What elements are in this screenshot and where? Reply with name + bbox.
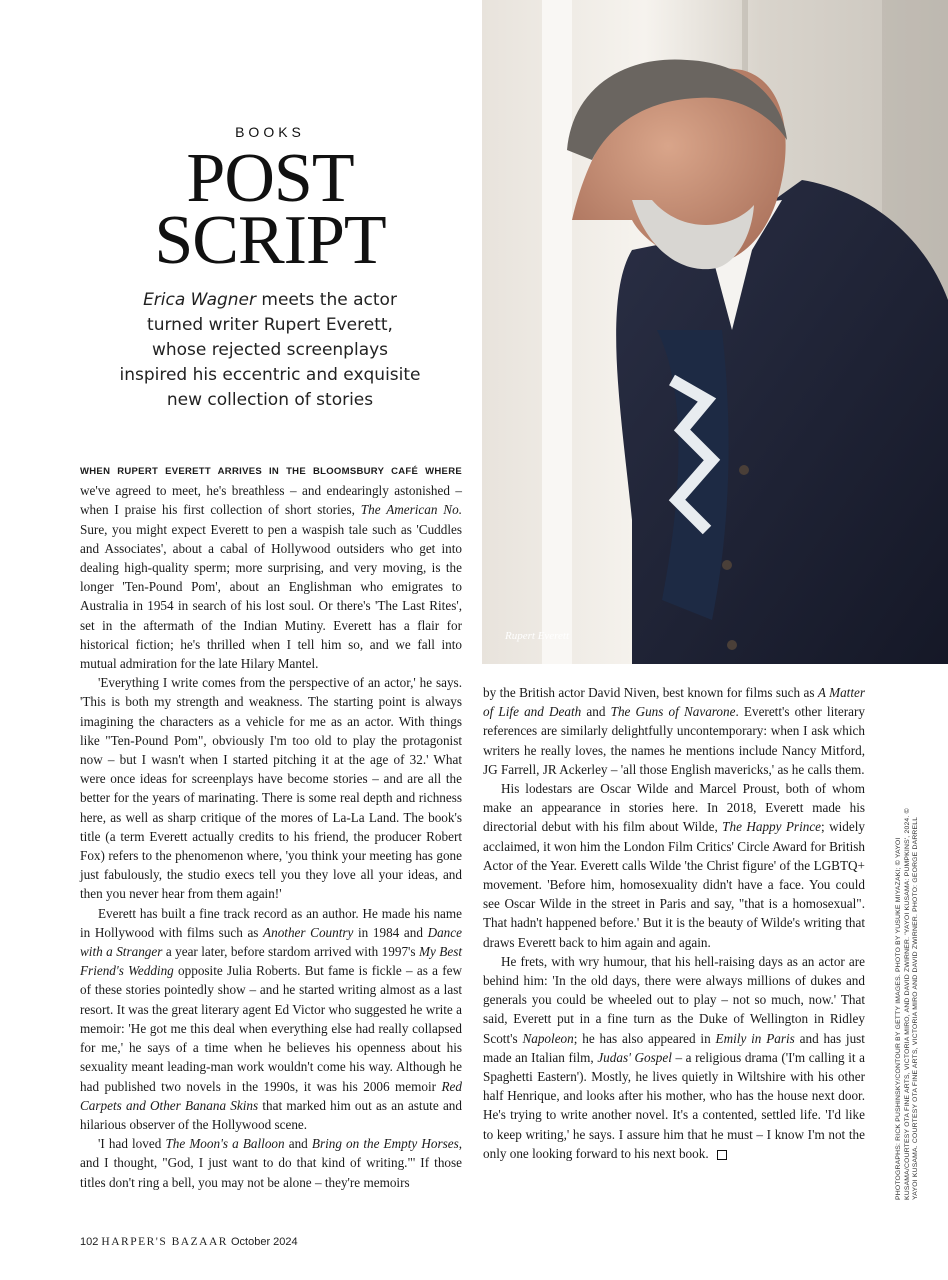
deck-line-1: meets the actor [256, 290, 397, 310]
article-paragraph [80, 904, 462, 1134]
text-run: Sure, you might expect Everett to pen a waspish tale such as 'Cuddles and Associates', about a cabal of Hollywood outsiders who get into dealing high-quality sperm; more surprising, and very moving, is the longer 'Ten-Pound Pom', about an Englishman who emigrates to Australia in 1954 in search of his lost soul. Or there's 'The Last Rites', set in the aftermath of the Indian Mutiny. Everett has a flair for historical fiction; he's thrilled when I tell him so, and we fall into mutual admiration for the late Hilary Mantel. [80, 521, 462, 672]
portrait-illustration [482, 0, 948, 664]
text-run: , and I thought, "God, I just want to do that kind of writing."' If those titles don't ring a bell, you may not be alone – they're memoirs [80, 1136, 463, 1190]
headline-line-1: POST [186, 140, 354, 217]
text-run: in 1984 and [353, 924, 428, 940]
text-run: . Everett's other literary references are similarly delightfully uncontemporary: when I ask which writers he really loves, the names he mentions include Nancy Mitford, JG Farrell, JR Ackerley – 'all those English mavericks,' as he calls them. [483, 704, 865, 777]
text-run: His lodestars are Oscar Wilde and Marcel Proust, both of whom make an appearance in stories here. In 2018, Everett made his directorial debut with his film about Wilde, [483, 781, 865, 835]
article-paragraph: 'Everything I write comes from the perspective of an actor,' he says. 'This is both my strength and weakness. The starting point is always imagining the characters as a vehicle for me as an actor. With things like "Ten-Pound Pom", obviously I'm too old to play the protagonist now – but I wasn't when I started pitching it at the age of 32.' What were once ideas for screenplays have become stories – and are all the better for the years of marinating. There is some real depth and richness here, as well as sharp critique of the mores of La-La Land. The book's title (a term Everett actually credits to his friend, the producer Robert Fox) refers to the phenomenon where, 'you think your meeting has gone just fabulously, the studio execs tell you they love all your ideas, and then you never hear from them again!' [80, 675, 462, 902]
issue-date: October 2024 [230, 1236, 298, 1248]
film-title: The Guns of Navarone [610, 704, 736, 720]
text-run: and has just made an Italian film, [483, 1030, 865, 1065]
book-title: Bring on the Empty Horses [311, 1136, 459, 1152]
film-title: Dance with a Stranger [80, 924, 462, 960]
article-paragraph [483, 952, 865, 1163]
text-run: we've agreed to meet, he's breathless – and endearingly astonished – when I praise his first collection of short stories, [80, 483, 462, 518]
magazine-name: HARPER'S BAZAAR [101, 1236, 228, 1248]
credit-line: PHOTOGRAPHS: RICK PUSHINSKY/CONTOUR BY GETTY IMAGES. PHOTO BY YUSUKE MIYAZAKI; © YAYOI [895, 837, 902, 1200]
book-title: The American No. [360, 502, 462, 518]
text-run: opposite Julia Roberts. But fame is fickle – as a few of these stories pointedly show – and he started writing almost as a last resort. It was the great literary agent Ed Victor who suggested he write a memoir: 'He got me this deal when everything else had really collapsed for me,' he says of a time when he believes his openness about his sexuality meant leading-man work wouldn't come his way. Although he had published two novels in the 1990s, it was his 2006 memoir [80, 963, 463, 1094]
deck-line-2: turned writer Rupert Everett, [147, 315, 393, 335]
text-run: by the British actor David Niven, best known for films such as [483, 685, 818, 700]
article-column-1 [80, 460, 462, 1192]
text-run: and [284, 1136, 312, 1152]
film-title: The Happy Prince [722, 819, 822, 835]
text-run: and [581, 704, 611, 720]
credit-line: KUSAMA/COURTESY OTA FINE ARTS, VICTORIA MIRO, AND DAVID ZWIRNER. 'YAYOI KUSAMA: PUMPKINS', 2024. © [903, 808, 911, 1200]
text-run: a year later, before stardom arrived with 1997's [162, 944, 420, 960]
standfirst [110, 288, 430, 413]
deck-author: Erica Wagner [143, 290, 256, 310]
page-number: 102 [80, 1236, 99, 1248]
end-mark-icon [717, 1150, 727, 1160]
show-title: Emily in Paris [715, 1030, 795, 1046]
deck-line-4: inspired his eccentric and exquisite [119, 365, 421, 385]
book-title: The Moon's a Balloon [165, 1136, 285, 1152]
photo-caption: Rupert Everett [505, 630, 570, 642]
film-title: Napoleon [522, 1030, 574, 1046]
text-run: ; widely acclaimed, it won him the London Film Critics' Circle Award for British Actor of the Year. Everett calls Wilde 'the Christ figure' of the LGBTQ+ movement. 'Before him, homosexuality didn't have a face. You could see Oscar Wilde in the street in Paris and say, "that is a homosexual". That hadn't happened before.' But it is the beauty of Wilde's writing that draws Everett back to him again and again. [483, 819, 865, 950]
book-title: Red Carpets and Other Banana Skins [80, 1078, 462, 1113]
credit-line: YAYOI KUSAMA. COURTESY OTA FINE ARTS, VICTORIA MIRO AND DAVID ZWIRNER. PHOTO: GEORGE DARRELL [912, 816, 919, 1200]
film-title: Another Country [263, 924, 354, 940]
article-paragraph [483, 683, 865, 779]
lead-in: WHEN RUPERT EVERETT ARRIVES IN THE BLOOMSBURY CAFÉ WHERE [80, 466, 462, 477]
text-run: Everett has built a fine track record as an author. He made his name in Hollywood with films such as [80, 905, 462, 940]
text-run: He frets, with wry humour, that his hell-raising days as an actor are behind him: 'In the old days, there were always millions of dukes and generals you could be wheeled out to play – not so much, now.' That said, Everett put in a fine turn as the Duke of Wellington in Ridley Scott's [483, 953, 865, 1046]
article-column-2 [483, 683, 865, 1163]
film-title: Judas' Gospel [597, 1049, 672, 1065]
text-run: 'I had loved [98, 1136, 166, 1152]
film-title: My Best Friend's Wedding [80, 944, 463, 979]
film-title: A Matter of Life and Death [483, 685, 865, 720]
portrait-photo [482, 0, 948, 664]
article-paragraph [80, 1134, 462, 1192]
text-run: – a religious drama ('I'm calling it a Spaghetti Eastern'). Mostly, he lives quietly in Wiltshire with his other half Henrique, and looks after his mother, who has the house next door. He's trying to write another novel. It's a contented, settled life. 'I'd like to keep writing,' he says. I assure him that he must – I know I'm not the only one looking forward to his next book. [483, 1049, 866, 1161]
photo-credits [895, 800, 921, 1200]
headline [120, 140, 420, 279]
text-run: ; he has also appeared in [573, 1030, 716, 1046]
section-label: BOOKS [235, 124, 305, 140]
article-paragraph [483, 779, 865, 952]
page-footer [80, 1236, 298, 1248]
headline-line-2: SCRIPT [154, 202, 386, 279]
deck-line-5: new collection of stories [166, 390, 374, 410]
article-paragraph [80, 460, 462, 673]
deck-line-3: whose rejected screenplays [151, 340, 389, 360]
text-run: that marked him out as an astute and hilarious observer of the Hollywood scene. [80, 1097, 462, 1132]
